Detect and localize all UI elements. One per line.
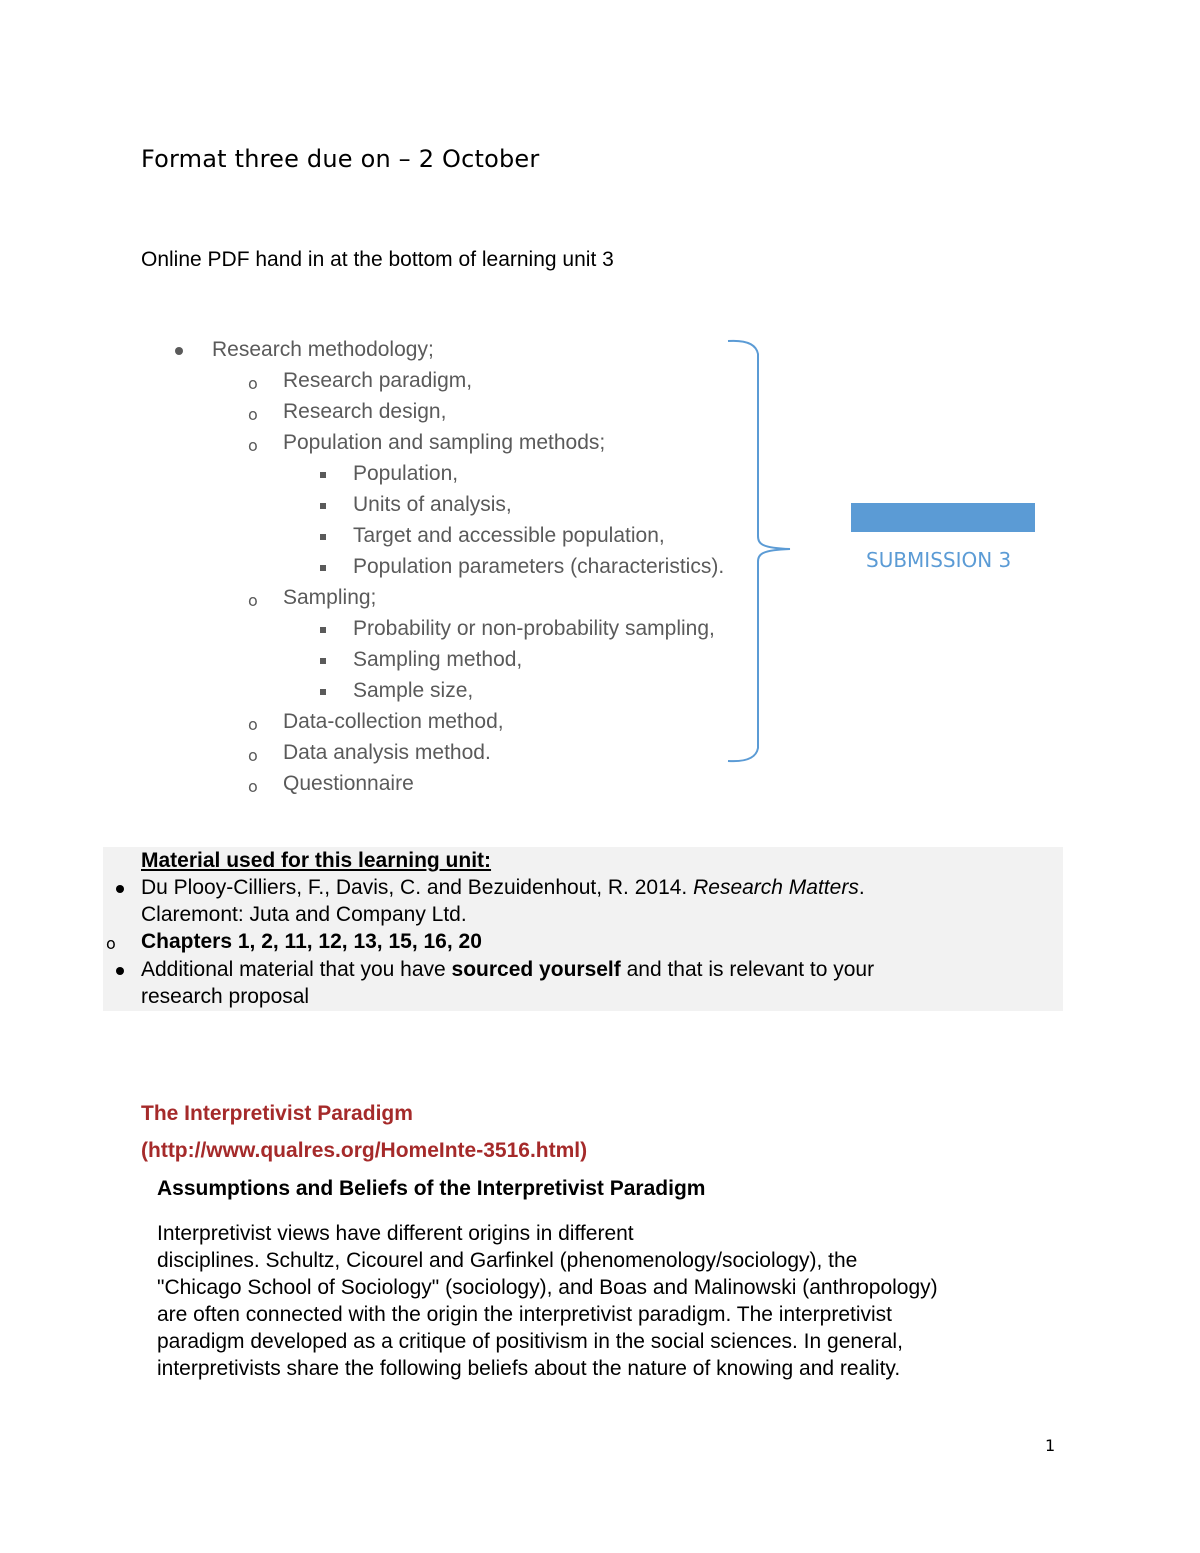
hand-in-instruction: Online PDF hand in at the bottom of learning unit 3 [141, 248, 614, 271]
circle-bullet-icon: o [248, 436, 258, 455]
paragraph-line: are often connected with the origin the interpretivist paradigm. The interpretivist [157, 1303, 892, 1326]
outline-item: Data analysis method. [283, 741, 491, 764]
outline-item: Research paradigm, [283, 369, 473, 392]
outline-item: Data-collection method, [283, 710, 504, 733]
submission-color-bar [851, 503, 1035, 532]
additional-material: Additional material that you have sourced yourself and that is relevant to your [141, 958, 875, 981]
square-bullet-icon [320, 472, 326, 478]
page-number: 1 [1045, 1436, 1056, 1455]
paragraph-line: interpretivists share the following beliefs about the nature of knowing and reality. [157, 1357, 901, 1380]
submission-label: SUBMISSION 3 [866, 548, 1012, 572]
right-brace-icon [722, 338, 802, 766]
outline-subitem: Sample size, [353, 679, 474, 702]
square-bullet-icon [320, 627, 326, 633]
circle-bullet-icon: o [248, 405, 258, 424]
square-bullet-icon [320, 658, 326, 664]
material-title: Material used for this learning unit: [141, 849, 492, 872]
source-link[interactable]: (http://www.qualres.org/HomeInte-3516.html) [141, 1139, 588, 1162]
paragraph-line: Interpretivist views have different origins in different [157, 1222, 634, 1245]
reference-publisher: Claremont: Juta and Company Ltd. [141, 903, 467, 926]
bullet-icon [116, 967, 124, 975]
outline-item: Research design, [283, 400, 447, 423]
outline-subitem: Population parameters (characteristics). [353, 555, 725, 578]
outline-item: Population and sampling methods; [283, 431, 606, 454]
circle-bullet-icon: o [248, 374, 258, 393]
outline-subitem: Probability or non-probability sampling, [353, 617, 715, 640]
outline-subitem: Units of analysis, [353, 493, 512, 516]
circle-bullet-icon: o [248, 777, 258, 796]
circle-bullet-icon: o [248, 715, 258, 734]
circle-bullet-icon: o [248, 746, 258, 765]
square-bullet-icon [320, 565, 326, 571]
square-bullet-icon [320, 689, 326, 695]
outline-subitem: Target and accessible population, [353, 524, 665, 547]
square-bullet-icon [320, 503, 326, 509]
paragraph-line: paradigm developed as a critique of positivism in the social sciences. In general, [157, 1330, 903, 1353]
bullet-icon [175, 347, 183, 355]
section-title: The Interpretivist Paradigm [141, 1102, 413, 1125]
circle-bullet-icon: o [248, 591, 258, 610]
outline-main-item: Research methodology; [212, 338, 434, 361]
section-subheading: Assumptions and Beliefs of the Interpretivist Paradigm [157, 1177, 706, 1200]
document-heading: Format three due on – 2 October [141, 145, 540, 173]
reference-line: Du Plooy-Cilliers, F., Davis, C. and Bezuidenhout, R. 2014. Research Matters. [141, 876, 865, 899]
square-bullet-icon [320, 534, 326, 540]
additional-material-cont: research proposal [141, 985, 310, 1008]
circle-bullet-icon: o [106, 934, 116, 953]
chapters-list: Chapters 1, 2, 11, 12, 13, 15, 16, 20 [141, 930, 482, 953]
outline-item: Questionnaire [283, 772, 414, 795]
paragraph-line: "Chicago School of Sociology" (sociology), and Boas and Malinowski (anthropology) [157, 1276, 938, 1299]
outline-item: Sampling; [283, 586, 377, 609]
outline-subitem: Sampling method, [353, 648, 523, 671]
outline-subitem: Population, [353, 462, 459, 485]
bullet-icon [116, 885, 124, 893]
paragraph-line: disciplines. Schultz, Cicourel and Garfinkel (phenomenology/sociology), the [157, 1249, 858, 1272]
